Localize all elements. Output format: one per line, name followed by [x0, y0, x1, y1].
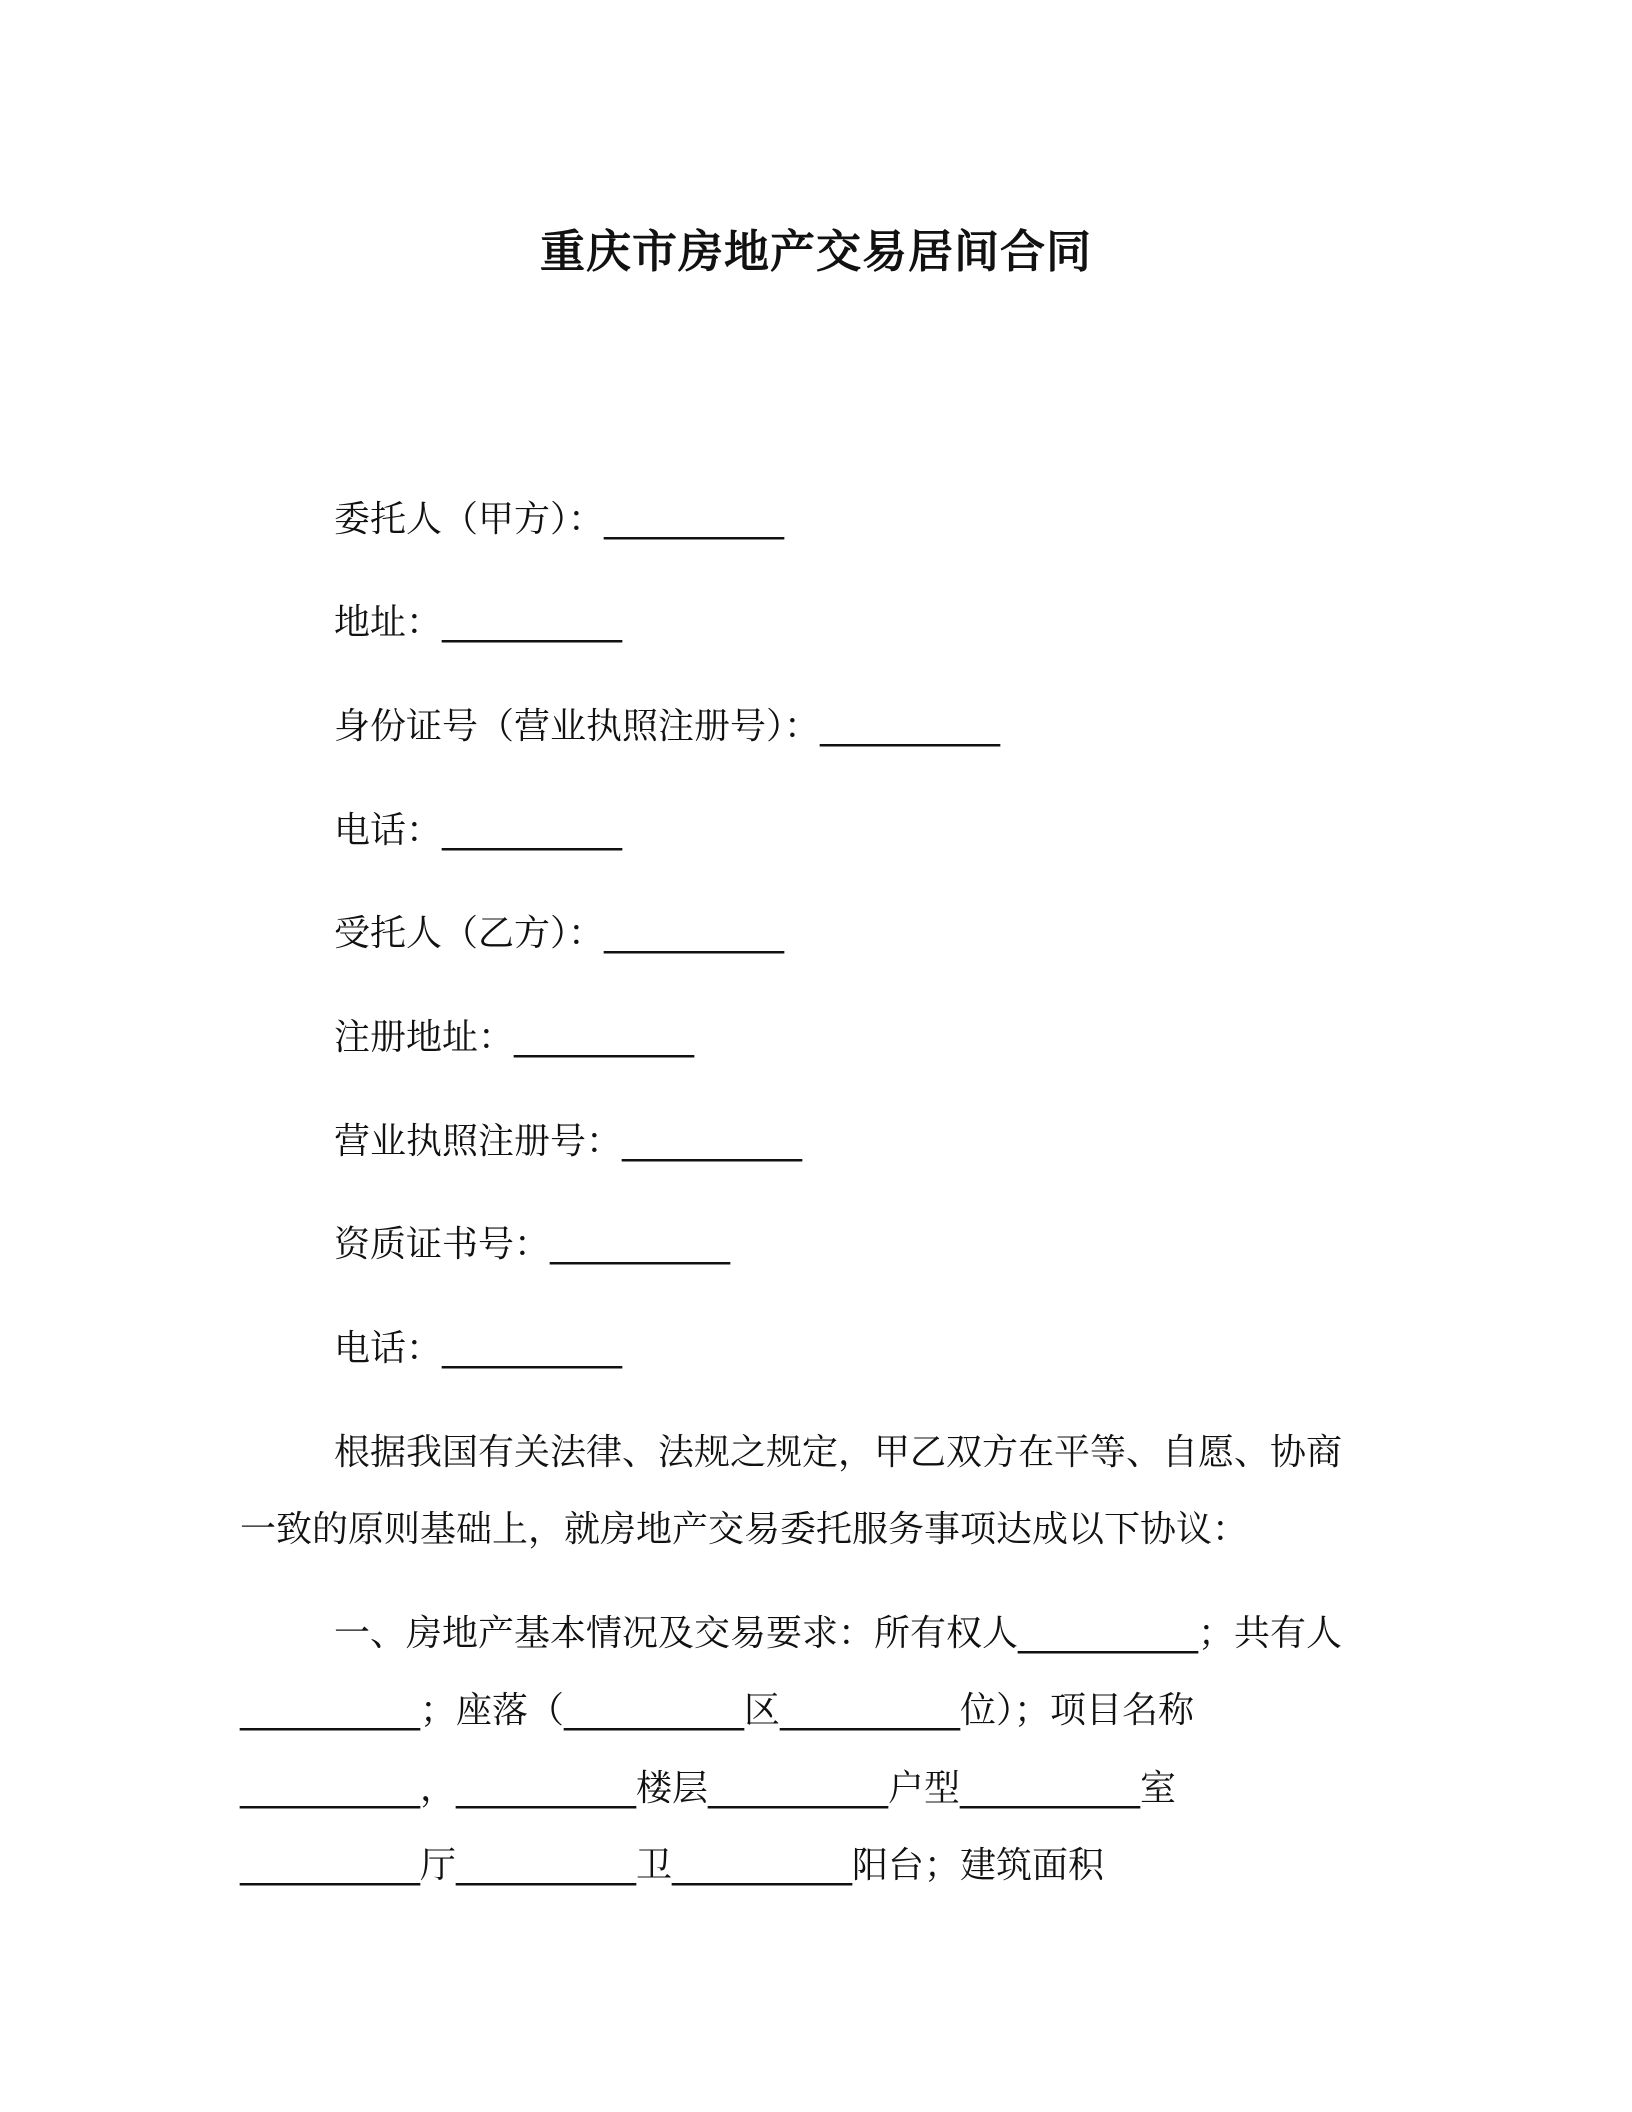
field-blank: __________	[442, 810, 623, 851]
preamble-line-2: 一致的原则基础上，就房地产交易委托服务事项达成以下协议：	[240, 1509, 1249, 1550]
field-blank: __________	[550, 1224, 731, 1265]
party-a-address-field	[334, 598, 622, 648]
field-blank: __________	[604, 913, 785, 954]
party-a-name-field	[334, 495, 784, 545]
field-label: 注册地址：	[334, 1017, 515, 1058]
party-b-certificate-field	[334, 1220, 730, 1270]
field-label: 委托人（甲方）：	[334, 499, 605, 540]
clause-1-line-1: 一、房地产基本情况及交易要求：所有权人__________；共有人	[334, 1613, 1343, 1654]
clause-1-line-3: __________，__________楼层__________户型__________室	[240, 1768, 1176, 1809]
field-label: 受托人（乙方）：	[334, 913, 605, 954]
field-blank: __________	[604, 499, 785, 540]
field-label: 电话：	[334, 1328, 443, 1369]
clause-1-line-2: __________；座落（__________区__________位）；项目名称	[240, 1690, 1195, 1731]
field-blank: __________	[514, 1017, 695, 1058]
field-blank: __________	[820, 706, 1001, 747]
field-label: 身份证号（营业执照注册号）：	[334, 706, 821, 747]
party-a-id-field	[334, 702, 1000, 752]
party-b-address-field	[334, 1013, 694, 1063]
party-a-phone-field	[334, 806, 622, 856]
document-title: 重庆市房地产交易居间合同	[539, 225, 1092, 278]
party-b-license-field	[334, 1117, 802, 1167]
field-label: 资质证书号：	[334, 1224, 551, 1265]
field-label: 地址：	[334, 602, 443, 643]
preamble-line-1: 根据我国有关法律、法规之规定，甲乙双方在平等、自愿、协商	[334, 1432, 1343, 1473]
field-label: 电话：	[334, 810, 443, 851]
field-label: 营业执照注册号：	[334, 1121, 623, 1162]
field-blank: __________	[442, 602, 623, 643]
party-b-name-field	[334, 909, 784, 959]
field-blank: __________	[442, 1328, 623, 1369]
party-b-phone-field	[334, 1324, 622, 1374]
clause-1-line-4: __________厅__________卫__________阳台；建筑面积	[240, 1845, 1105, 1886]
field-blank: __________	[622, 1121, 803, 1162]
